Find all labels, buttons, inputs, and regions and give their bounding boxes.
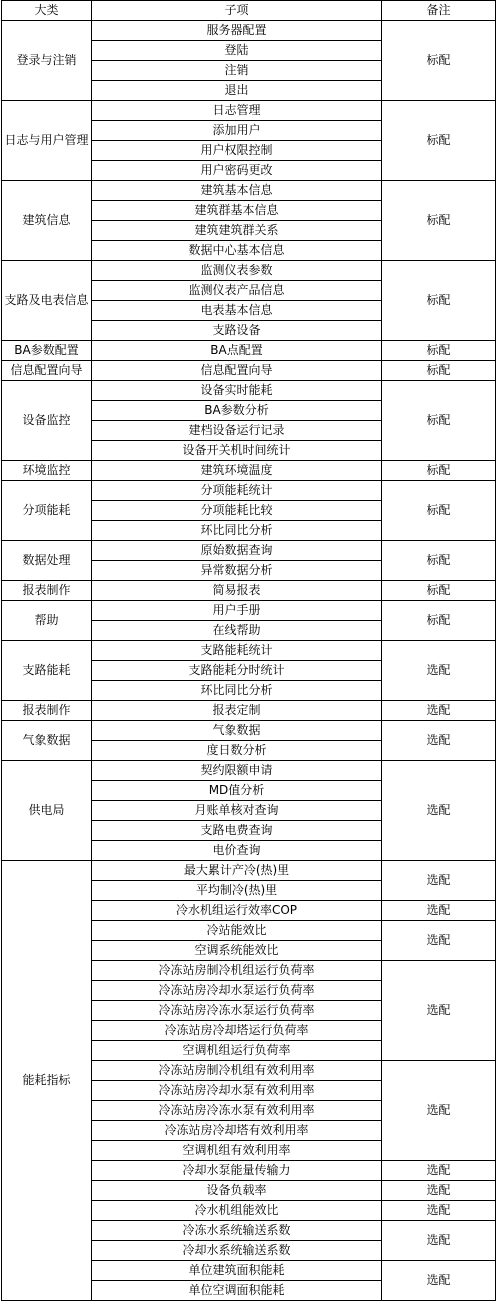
table-row <box>2 581 496 601</box>
item-cell: 在线帮助 <box>92 621 382 641</box>
item-cell: 设备开关机时间统计 <box>92 441 382 461</box>
item-cell: 设备负载率 <box>92 1181 382 1201</box>
category-cell: 气象数据 <box>2 721 92 761</box>
table-row <box>2 381 496 401</box>
item-cell: 冷站能效比 <box>92 921 382 941</box>
item-cell: 支路能耗统计 <box>92 641 382 661</box>
table-row <box>2 261 496 281</box>
item-cell: 环比同比分析 <box>92 521 382 541</box>
table-row <box>2 601 496 621</box>
feature-table <box>1 0 496 1301</box>
note-cell: 标配 <box>382 541 496 581</box>
item-cell: 建筑建筑群关系 <box>92 221 382 241</box>
item-cell: 冷水机组能效比 <box>92 1201 382 1221</box>
table-row <box>2 21 496 41</box>
category-cell: 支路及电表信息 <box>2 261 92 341</box>
note-cell: 标配 <box>382 181 496 261</box>
item-cell: 建筑基本信息 <box>92 181 382 201</box>
table-row <box>2 541 496 561</box>
table-row <box>2 461 496 481</box>
item-cell: 退出 <box>92 81 382 101</box>
table-row <box>2 861 496 881</box>
item-cell: 电价查询 <box>92 841 382 861</box>
item-cell: 冷水机组运行效率COP <box>92 901 382 921</box>
category-cell: 数据处理 <box>2 541 92 581</box>
item-cell: 原始数据查询 <box>92 541 382 561</box>
category-cell: 设备监控 <box>2 381 92 461</box>
item-cell: 冷却水系统输送系数 <box>92 1241 382 1261</box>
item-cell: 月账单核对查询 <box>92 801 382 821</box>
note-cell: 标配 <box>382 601 496 641</box>
note-cell: 标配 <box>382 21 496 101</box>
note-cell: 选配 <box>382 1061 496 1161</box>
category-cell: 报表制作 <box>2 581 92 601</box>
note-cell: 标配 <box>382 361 496 381</box>
item-cell: 最大累计产冷(热)里 <box>92 861 382 881</box>
item-cell: 日志管理 <box>92 101 382 121</box>
item-cell: 建档设备运行记录 <box>92 421 382 441</box>
category-cell: 登录与注销 <box>2 21 92 101</box>
item-cell: 设备实时能耗 <box>92 381 382 401</box>
item-cell: 信息配置向导 <box>92 361 382 381</box>
item-cell: 用户手册 <box>92 601 382 621</box>
table-row <box>2 341 496 361</box>
item-cell: 支路能耗分时统计 <box>92 661 382 681</box>
item-cell: 冷冻站房制冷机组运行负荷率 <box>92 961 382 981</box>
item-cell: 冷冻站房冷冻水泵运行负荷率 <box>92 1001 382 1021</box>
note-cell: 标配 <box>382 581 496 601</box>
note-cell: 选配 <box>382 761 496 861</box>
item-cell: 冷冻站房冷却塔有效利用率 <box>92 1121 382 1141</box>
table-row <box>2 361 496 381</box>
item-cell: 契约限额申请 <box>92 761 382 781</box>
note-cell: 选配 <box>382 1161 496 1181</box>
note-cell: 选配 <box>382 701 496 721</box>
header-category: 大类 <box>2 1 92 21</box>
item-cell: 冷冻站房冷却水泵运行负荷率 <box>92 981 382 1001</box>
item-cell: 单位空调面积能耗 <box>92 1281 382 1301</box>
item-cell: 建筑群基本信息 <box>92 201 382 221</box>
item-cell: 监测仪表产品信息 <box>92 281 382 301</box>
item-cell: 冷冻站房冷冻水泵有效利用率 <box>92 1101 382 1121</box>
category-cell: 能耗指标 <box>2 861 92 1301</box>
item-cell: 注销 <box>92 61 382 81</box>
item-cell: 冷冻水系统输送系数 <box>92 1221 382 1241</box>
table-row <box>2 641 496 661</box>
item-cell: 登陆 <box>92 41 382 61</box>
note-cell: 选配 <box>382 1221 496 1261</box>
category-cell: 建筑信息 <box>2 181 92 261</box>
category-cell: 环境监控 <box>2 461 92 481</box>
item-cell: 报表定制 <box>92 701 382 721</box>
item-cell: 分项能耗统计 <box>92 481 382 501</box>
note-cell: 选配 <box>382 901 496 921</box>
item-cell: 异常数据分析 <box>92 561 382 581</box>
item-cell: 支路设备 <box>92 321 382 341</box>
note-cell: 选配 <box>382 1181 496 1201</box>
note-cell: 标配 <box>382 381 496 461</box>
item-cell: 简易报表 <box>92 581 382 601</box>
note-cell: 选配 <box>382 861 496 901</box>
category-cell: 支路能耗 <box>2 641 92 701</box>
category-cell: 供电局 <box>2 761 92 861</box>
table-body <box>2 21 496 1301</box>
category-cell: 日志与用户管理 <box>2 101 92 181</box>
item-cell: 空调系统能效比 <box>92 941 382 961</box>
item-cell: 建筑环境温度 <box>92 461 382 481</box>
item-cell: 冷冻站房冷却水泵有效利用率 <box>92 1081 382 1101</box>
note-cell: 选配 <box>382 1261 496 1301</box>
item-cell: 冷却水泵能量传输力 <box>92 1161 382 1181</box>
category-cell: 报表制作 <box>2 701 92 721</box>
item-cell: 气象数据 <box>92 721 382 741</box>
table-row <box>2 481 496 501</box>
note-cell: 标配 <box>382 101 496 181</box>
table-row <box>2 181 496 201</box>
item-cell: 用户密码更改 <box>92 161 382 181</box>
item-cell: 添加用户 <box>92 121 382 141</box>
table-row <box>2 721 496 741</box>
note-cell: 选配 <box>382 641 496 701</box>
category-cell: 信息配置向导 <box>2 361 92 381</box>
note-cell: 标配 <box>382 261 496 341</box>
note-cell: 标配 <box>382 461 496 481</box>
category-cell: 帮助 <box>2 601 92 641</box>
item-cell: 支路电费查询 <box>92 821 382 841</box>
note-cell: 标配 <box>382 341 496 361</box>
item-cell: 数据中心基本信息 <box>92 241 382 261</box>
table-row <box>2 101 496 121</box>
category-cell: BA参数配置 <box>2 341 92 361</box>
item-cell: 用户权限控制 <box>92 141 382 161</box>
item-cell: 冷冻站房冷却塔运行负荷率 <box>92 1021 382 1041</box>
item-cell: 空调机组有效利用率 <box>92 1141 382 1161</box>
item-cell: 监测仪表参数 <box>92 261 382 281</box>
table-row <box>2 761 496 781</box>
item-cell: 电表基本信息 <box>92 301 382 321</box>
item-cell: MD值分析 <box>92 781 382 801</box>
note-cell: 标配 <box>382 481 496 541</box>
note-cell: 选配 <box>382 1201 496 1221</box>
item-cell: 环比同比分析 <box>92 681 382 701</box>
header-note: 备注 <box>382 1 496 21</box>
item-cell: 服务器配置 <box>92 21 382 41</box>
note-cell: 选配 <box>382 721 496 761</box>
item-cell: 度日数分析 <box>92 741 382 761</box>
header-row <box>2 1 496 21</box>
note-cell: 选配 <box>382 921 496 961</box>
item-cell: 空调机组运行负荷率 <box>92 1041 382 1061</box>
item-cell: BA点配置 <box>92 341 382 361</box>
table-row <box>2 701 496 721</box>
category-cell: 分项能耗 <box>2 481 92 541</box>
item-cell: 单位建筑面积能耗 <box>92 1261 382 1281</box>
item-cell: 分项能耗比较 <box>92 501 382 521</box>
item-cell: BA参数分析 <box>92 401 382 421</box>
item-cell: 冷冻站房制冷机组有效利用率 <box>92 1061 382 1081</box>
item-cell: 平均制冷(热)里 <box>92 881 382 901</box>
note-cell: 选配 <box>382 961 496 1061</box>
header-item: 子项 <box>92 1 382 21</box>
